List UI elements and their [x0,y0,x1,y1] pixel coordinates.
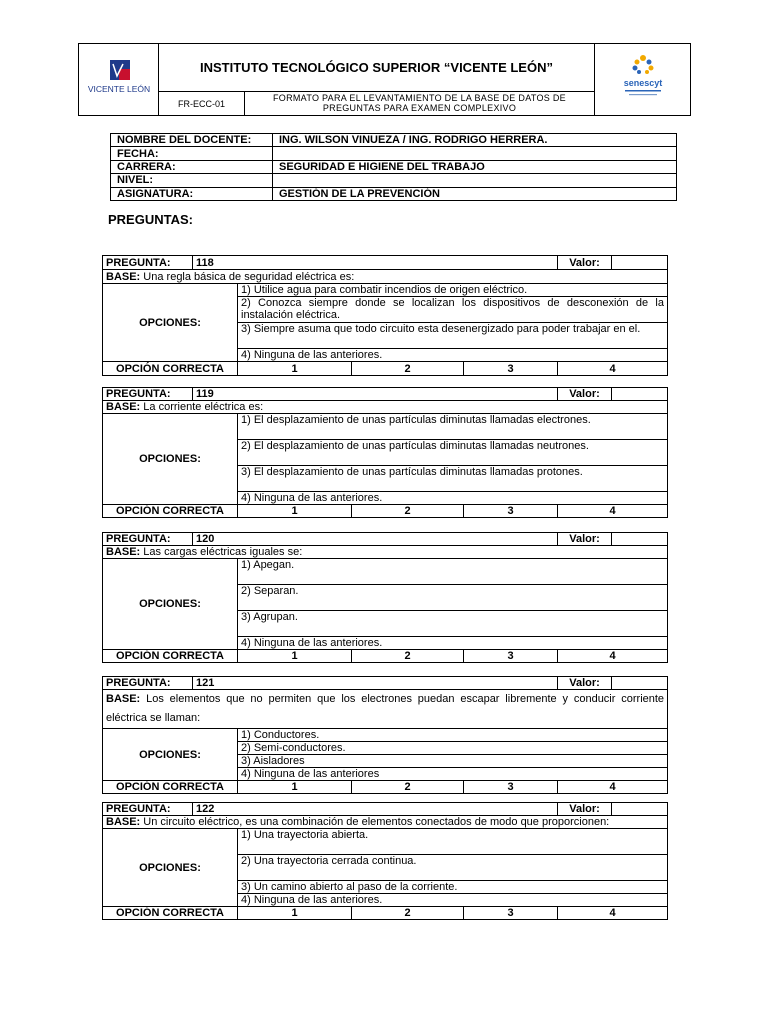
info-row [111,134,677,147]
base-label: BASE: [106,401,141,413]
info-value: SEGURIDAD E HIGIENE DEL TRABAJO [273,160,677,173]
correct-option-4: 4 [558,505,668,518]
correct-option-label: OPCIÓN CORRECTA [103,781,238,794]
senescyt-logo [594,44,690,115]
correct-option-4: 4 [558,362,668,376]
base-label: BASE: [106,693,141,705]
correct-option-label: OPCIÓN CORRECTA [103,362,238,376]
base-label: BASE: [106,816,141,828]
question-block [102,532,668,663]
question-base [103,270,668,284]
option-item: 4) Ninguna de las anteriores. [238,894,668,907]
option-item: 4) Ninguna de las anteriores [238,768,668,781]
base-label: BASE: [106,546,141,558]
option-item: 3) El desplazamiento de unas partículas diminutas llamadas protones. [238,466,668,492]
option-item: 4) Ninguna de las anteriores. [238,492,668,505]
form-code: FR-ECC-01 [159,92,245,115]
form-description: FORMATO PARA EL LEVANTAMIENTO DE LA BASE DE DATOS DE PREGUNTAS PARA EXAMEN COMPLEXIVO [272,93,566,113]
option-item: 2) Separan. [238,585,668,611]
value-field [612,256,668,270]
correct-option-3: 3 [464,781,558,794]
info-row [111,187,677,200]
value-label: Valor: [558,677,612,690]
question-block [102,802,668,920]
info-row [111,147,677,160]
correct-option-1: 1 [238,505,352,518]
options-label: OPCIONES: [103,829,238,907]
institute-logo [79,44,159,115]
base-text: Un circuito eléctrico, es una combinación de elementos conectados de modo que proporcionen: [143,816,610,828]
value-field [612,803,668,816]
question-base [103,690,668,729]
value-label: Valor: [558,533,612,546]
option-item: 4) Ninguna de las anteriores. [238,349,668,362]
option-item: 2) Una trayectoria cerrada continua. [238,855,668,881]
correct-option-3: 3 [464,650,558,663]
correct-option-label: OPCIÓN CORRECTA [103,505,238,518]
correct-option-4: 4 [558,907,668,920]
option-item: 1) Una trayectoria abierta. [238,829,668,855]
option-item: 3) Aisladores [238,755,668,768]
correct-option-4: 4 [558,650,668,663]
question-number: 122 [193,803,558,816]
info-value [273,174,677,187]
question-base [103,401,668,414]
base-text: Una regla básica de seguridad eléctrica es: [143,270,355,283]
senescyt-logo-icon [595,44,691,115]
info-row [111,160,677,173]
institute-title: INSTITUTO TECNOLÓGICO SUPERIOR “VICENTE LEÓN” [159,44,594,92]
question-label: PREGUNTA: [103,256,193,270]
base-label: BASE: [106,270,141,283]
option-item: 1) Conductores. [238,729,668,742]
info-label: NIVEL: [111,174,273,187]
base-text: La corriente eléctrica es: [143,401,264,413]
question-base [103,546,668,559]
question-base [103,816,668,829]
question-number: 118 [193,256,558,270]
section-label: PREGUNTAS: [108,212,193,227]
correct-option-2: 2 [352,505,464,518]
teacher-info-table [110,133,677,201]
correct-option-4: 4 [558,781,668,794]
value-label: Valor: [558,256,612,270]
base-text: Las cargas eléctricas iguales se: [143,546,303,558]
value-field [612,677,668,690]
right-logo-text: senescyt [623,78,663,88]
option-item: 3) Agrupan. [238,611,668,637]
base-text: Los elementos que no permiten que los electrones puedan escapar libremente y conducir corriente eléctrica se llaman: [106,693,665,724]
vicente-leon-logo-icon [79,44,159,115]
question-number: 119 [193,388,558,401]
correct-option-3: 3 [464,505,558,518]
question-number: 121 [193,677,558,690]
value-field [612,388,668,401]
options-label: OPCIONES: [103,284,238,362]
option-item: 3) Siempre asuma que todo circuito esta desenergizado para poder trabajar en el. [238,323,668,349]
info-label: CARRERA: [111,160,273,173]
value-field [612,533,668,546]
options-label: OPCIONES: [103,414,238,505]
correct-option-2: 2 [352,362,464,376]
info-label: NOMBRE DEL DOCENTE: [111,134,273,147]
left-logo-text: VICENTE LEÓN [87,84,151,94]
option-item: 2) Semi-conductores. [238,742,668,755]
correct-option-1: 1 [238,781,352,794]
correct-option-1: 1 [238,362,352,376]
question-block [102,255,668,376]
option-item: 1) Apegan. [238,559,668,585]
value-label: Valor: [558,388,612,401]
correct-option-1: 1 [238,907,352,920]
correct-option-3: 3 [464,362,558,376]
options-label: OPCIONES: [103,559,238,650]
info-row [111,174,677,187]
correct-option-label: OPCIÓN CORRECTA [103,650,238,663]
question-label: PREGUNTA: [103,803,193,816]
correct-option-1: 1 [238,650,352,663]
option-item: 2) Conozca siempre donde se localizan los dispositivos de desconexión de la instalación eléctrica. [238,297,668,323]
question-block [102,387,668,518]
correct-option-2: 2 [352,781,464,794]
info-value: ING. WILSON VINUEZA / ING. RODRIGO HERRERA. [273,134,677,147]
value-label: Valor: [558,803,612,816]
info-label: FECHA: [111,147,273,160]
info-value [273,147,677,160]
option-item: 1) Utilice agua para combatir incendios de origen eléctrico. [238,284,668,297]
correct-option-2: 2 [352,650,464,663]
option-item: 1) El desplazamiento de unas partículas diminutas llamadas electrones. [238,414,668,440]
option-item: 2) El desplazamiento de unas partículas diminutas llamadas neutrones. [238,440,668,466]
question-label: PREGUNTA: [103,677,193,690]
question-block [102,676,668,794]
info-label: ASIGNATURA: [111,187,273,200]
correct-option-2: 2 [352,907,464,920]
document-header [78,43,691,116]
info-value: GESTIÓN DE LA PREVENCIÓN [273,187,677,200]
option-item: 3) Un camino abierto al paso de la corriente. [238,881,668,894]
question-label: PREGUNTA: [103,533,193,546]
question-label: PREGUNTA: [103,388,193,401]
options-label: OPCIONES: [103,729,238,781]
option-item: 4) Ninguna de las anteriores. [238,637,668,650]
correct-option-label: OPCIÓN CORRECTA [103,907,238,920]
question-number: 120 [193,533,558,546]
correct-option-3: 3 [464,907,558,920]
